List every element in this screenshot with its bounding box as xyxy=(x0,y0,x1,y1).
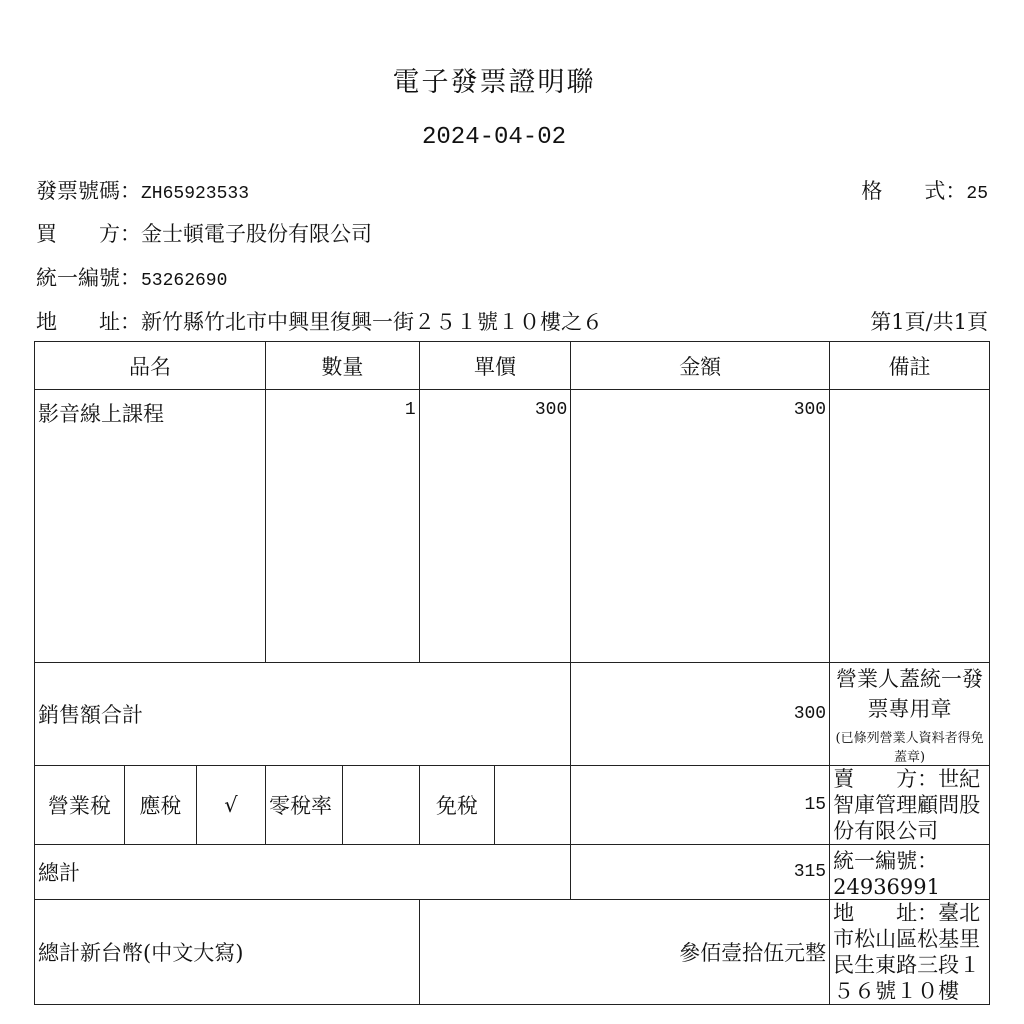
stamp-text: 營業人蓋統一發票專用章 xyxy=(836,667,984,721)
table-row xyxy=(35,390,990,663)
total-chinese-label: 總計新台幣(中文大寫) xyxy=(35,900,420,1005)
buyer-address: 新竹縣竹北市中興里復興一街２５１號１０樓之６ xyxy=(141,310,603,334)
header-item-name: 品名 xyxy=(35,342,266,390)
stamp-area xyxy=(830,663,990,766)
seller-name: 賣 方：世紀智庫管理顧問股份有限公司 xyxy=(830,766,990,845)
format-label: 格 式： xyxy=(861,179,967,203)
total-value: 315 xyxy=(571,845,830,900)
buyer-label: 買 方： xyxy=(36,222,141,246)
total-chinese-row xyxy=(35,900,990,1005)
invoice-number-label: 發票號碼： xyxy=(36,179,141,203)
zero-rate-label: 零稅率 xyxy=(266,766,343,845)
tax-id-row xyxy=(36,262,227,292)
buyer-name: 金士頓電子股份有限公司 xyxy=(141,222,372,246)
item-name: 影音線上課程 xyxy=(35,390,266,663)
header-quantity: 數量 xyxy=(266,342,420,390)
tax-id-label: 統一編號： xyxy=(36,266,141,290)
header-unit-price: 單價 xyxy=(419,342,571,390)
buyer-tax-id: 53262690 xyxy=(141,271,228,291)
item-note xyxy=(830,390,990,663)
format-row xyxy=(861,175,988,205)
exempt-check xyxy=(494,766,570,845)
table-header-row xyxy=(35,342,990,390)
item-quantity: 1 xyxy=(266,390,420,663)
total-chinese-value: 參佰壹拾伍元整 xyxy=(419,900,829,1005)
seller-tax-id: 統一編號：24936991 xyxy=(830,845,990,900)
item-amount: 300 xyxy=(571,390,830,663)
total-row xyxy=(35,845,990,900)
invoice-date: 2024-04-02 xyxy=(421,124,567,151)
page-info: 第1頁/共1頁 xyxy=(870,310,988,334)
format-value: 25 xyxy=(966,184,988,204)
invoice-number-row xyxy=(36,175,249,205)
taxable-check: √ xyxy=(196,766,265,845)
address-label: 地 址： xyxy=(36,310,141,334)
header-amount: 金額 xyxy=(571,342,830,390)
header-note: 備註 xyxy=(830,342,990,390)
invoice-table xyxy=(34,341,990,1005)
item-unit-price: 300 xyxy=(419,390,571,663)
sales-total-label: 銷售額合計 xyxy=(35,663,571,766)
total-label: 總計 xyxy=(35,845,571,900)
zero-rate-check xyxy=(343,766,419,845)
sales-total-value: 300 xyxy=(571,663,830,766)
taxable-label: 應稅 xyxy=(124,766,196,845)
address-row xyxy=(36,306,603,336)
exempt-label: 免稅 xyxy=(419,766,494,845)
sales-total-row xyxy=(35,663,990,766)
buyer-row xyxy=(36,218,372,248)
stamp-note: (已條列營業人資料者得免蓋章) xyxy=(835,731,984,765)
document-title: 電子發票證明聯 xyxy=(392,67,596,98)
seller-address: 地 址：臺北市松山區松基里民生東路三段１５６號１０樓 xyxy=(830,900,990,1005)
tax-label: 營業稅 xyxy=(35,766,125,845)
tax-row xyxy=(35,766,990,845)
invoice-number: ZH65923533 xyxy=(141,184,250,204)
tax-amount: 15 xyxy=(571,766,830,845)
